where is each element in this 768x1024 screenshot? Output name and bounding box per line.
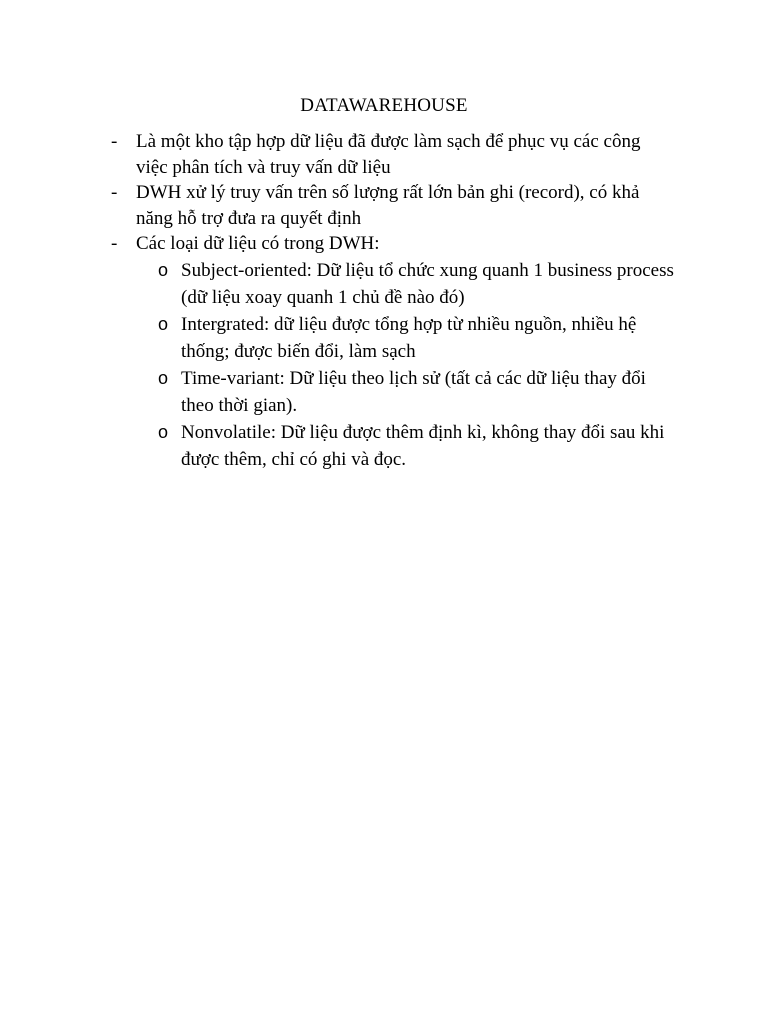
list-item [0, 129, 676, 180]
sub-list-item [158, 311, 681, 365]
list-item-text: DWH xử lý truy vấn trên số lượng rất lớn bản ghi (record), có khả năng hỗ trợ đưa ra quyết định [136, 182, 640, 229]
list-item [0, 231, 676, 473]
dash-bullet: - [111, 233, 118, 254]
main-bullet-list [0, 129, 768, 473]
sub-list-item [158, 365, 681, 419]
list-item-text: Các loại dữ liệu có trong DWH: [136, 233, 380, 254]
dash-bullet: - [111, 131, 118, 152]
circle-bullet: o [158, 367, 169, 388]
sub-list-item-text: Nonvolatile: Dữ liệu được thêm định kì, không thay đổi sau khi được thêm, chỉ có ghi và đọc. [181, 421, 665, 470]
sub-list-item-text: Intergrated: dữ liệu được tổng hợp từ nhiều nguồn, nhiều hệ thống; được biến đổi, làm sạch [181, 313, 637, 362]
sub-list-item-text: Time-variant: Dữ liệu theo lịch sử (tất cả các dữ liệu thay đổi theo thời gian). [181, 367, 646, 416]
circle-bullet: o [158, 259, 169, 280]
sub-list-item [158, 257, 681, 311]
circle-bullet: o [158, 421, 169, 442]
sub-list-item [158, 419, 681, 473]
dash-bullet: - [111, 182, 118, 203]
document-title: DATAWAREHOUSE [300, 95, 468, 116]
list-item-text: Là một kho tập hợp dữ liệu đã được làm sạch để phục vụ các công việc phân tích và truy vấn dữ liệu [136, 131, 641, 178]
list-item [0, 180, 676, 231]
circle-bullet: o [158, 313, 169, 334]
sub-bullet-list [136, 257, 676, 473]
sub-list-item-text: Subject-oriented: Dữ liệu tổ chức xung quanh 1 business process (dữ liệu xoay quanh 1 chủ đề nào đó) [181, 259, 674, 308]
